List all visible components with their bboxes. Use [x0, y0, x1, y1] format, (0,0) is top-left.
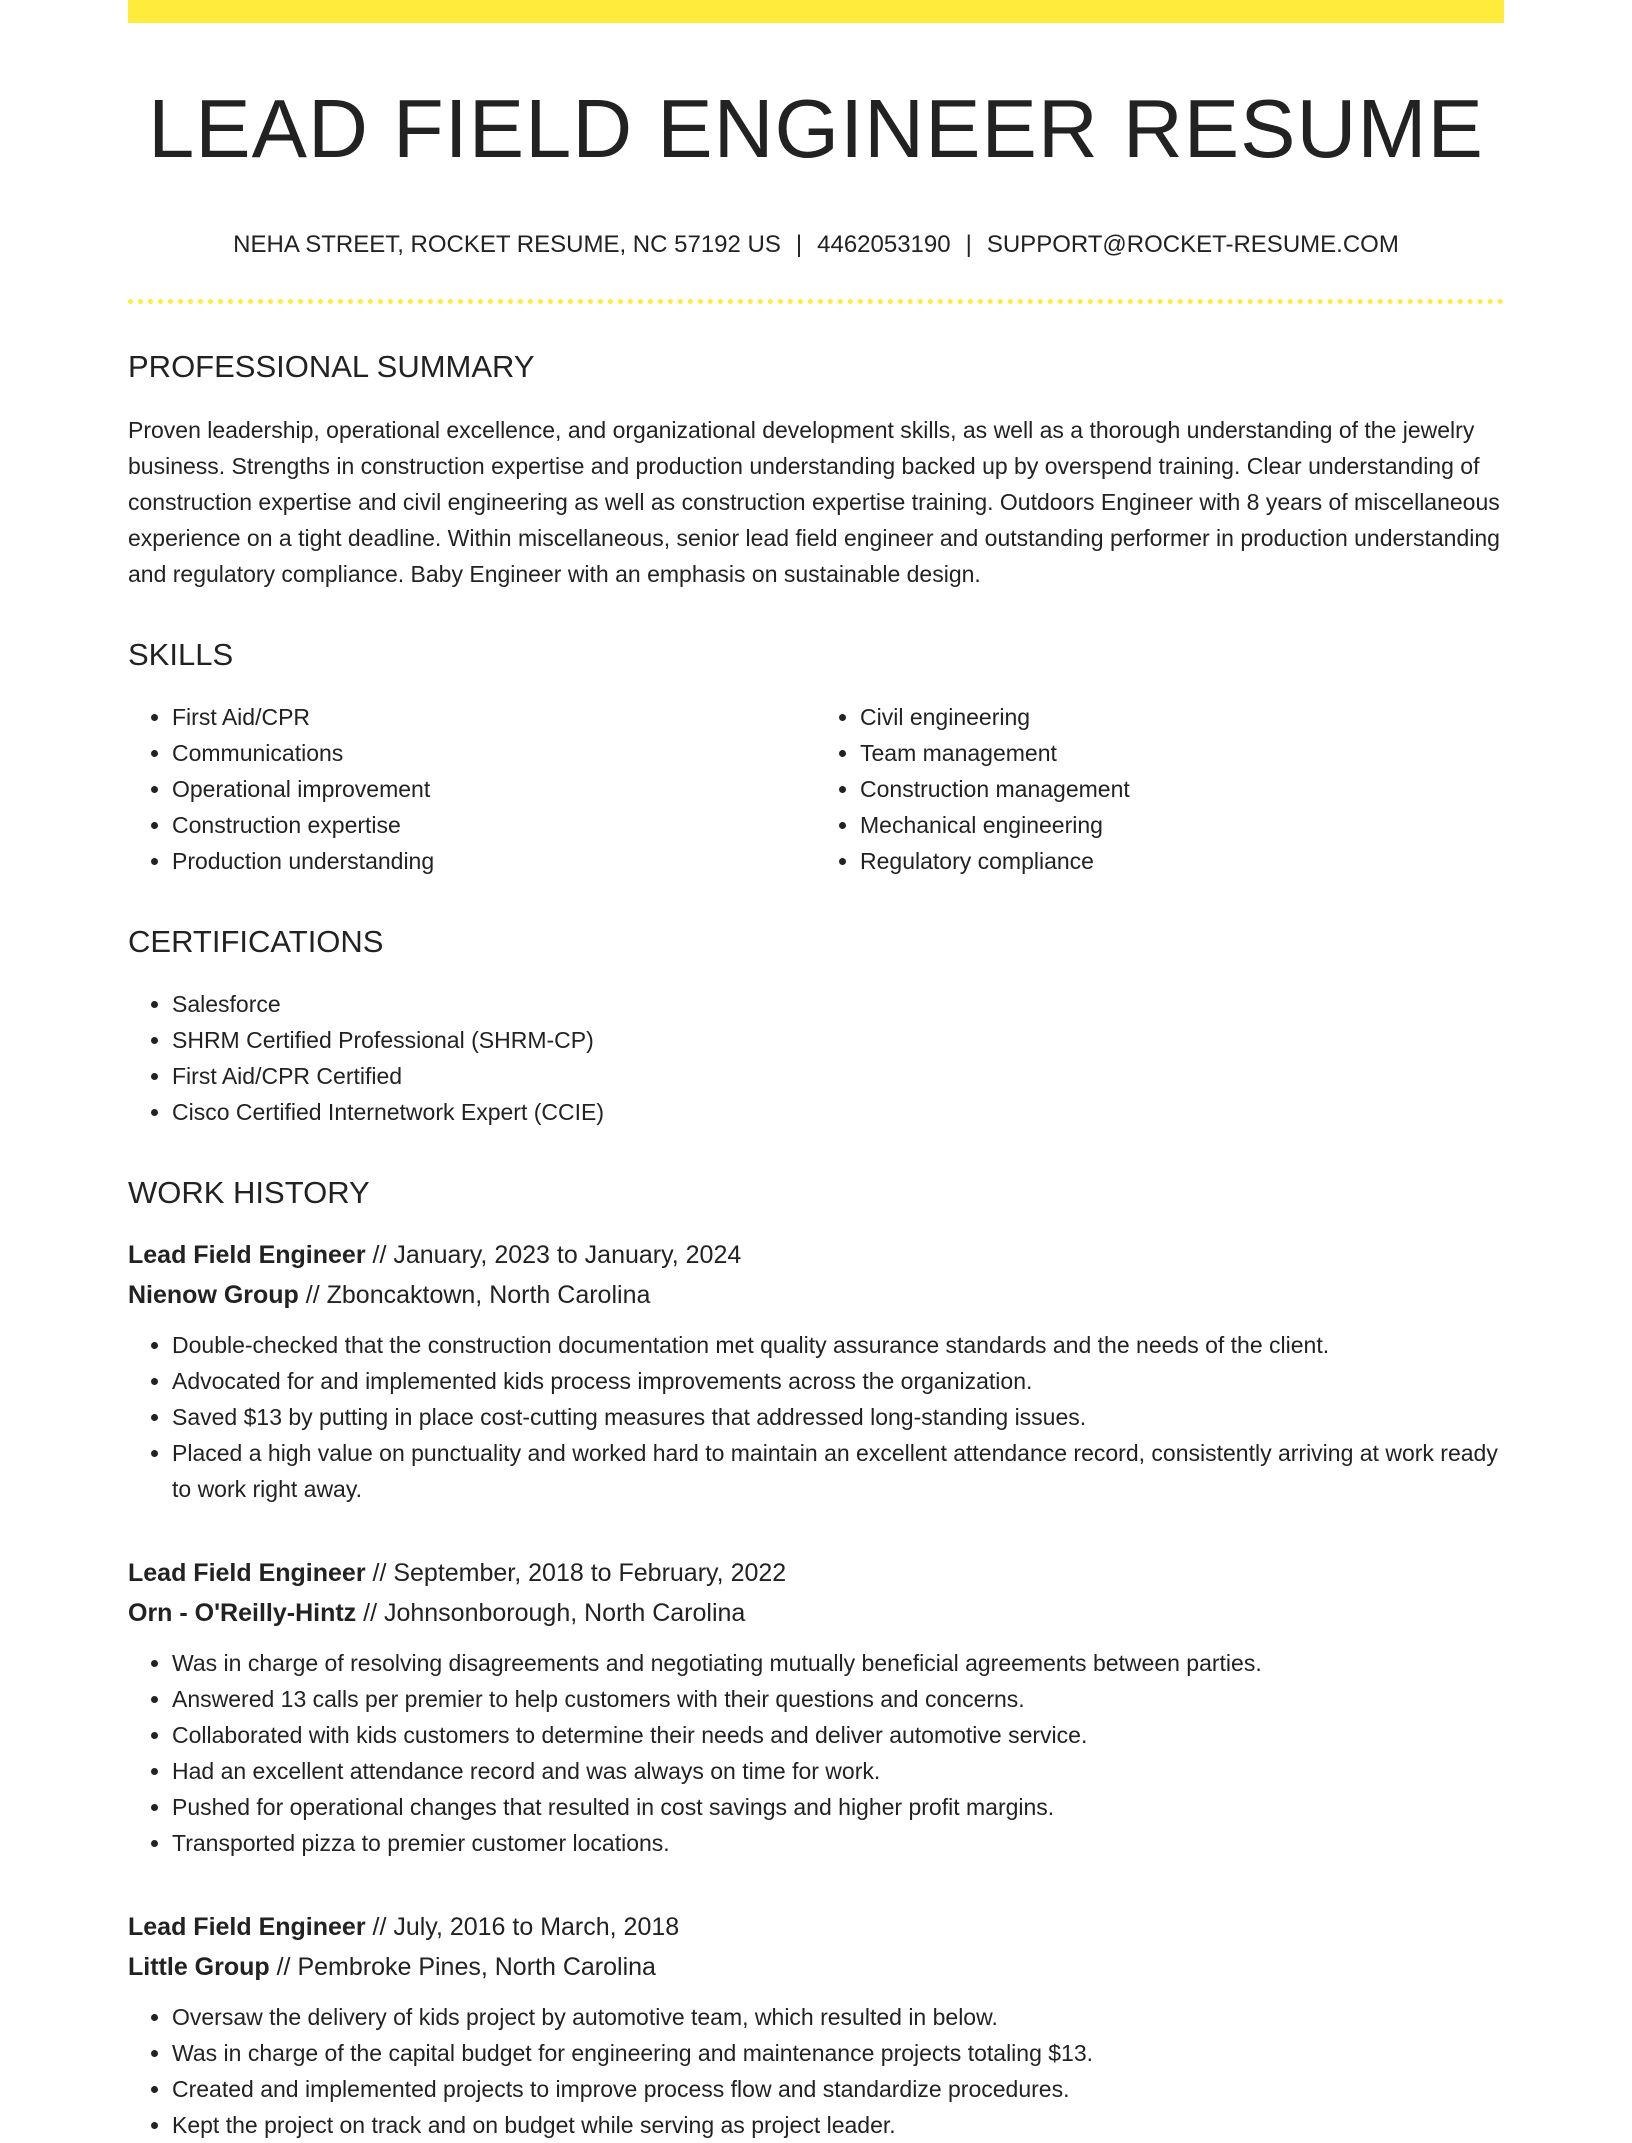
- contact-separator: |: [965, 230, 972, 258]
- summary-heading: PROFESSIONAL SUMMARY: [128, 349, 535, 385]
- skill-item: • Production understanding: [172, 843, 816, 879]
- skill-item: • Civil engineering: [860, 699, 1504, 735]
- certifications-section: [128, 923, 1504, 1130]
- job-bullet: • Pushed for operational changes that resulted in cost savings and higher profit margins.: [172, 1789, 1504, 1825]
- contact-line: [128, 231, 1504, 260]
- skills-section: [128, 636, 1504, 879]
- work-history-heading: WORK HISTORY: [128, 1174, 370, 1210]
- job-company: Orn - O'Reilly-Hintz: [128, 1599, 357, 1628]
- job-title-line: [128, 1907, 1504, 1947]
- job-bullet: • Placed a high value on punctuality and worked hard to maintain an excellent attendance record, consistently arriving at work ready to work right away.: [172, 1435, 1504, 1507]
- job-company-line: [128, 1593, 1504, 1633]
- job-dates: // January, 2023 to January, 2024: [365, 1241, 742, 1270]
- job-company: Little Group: [128, 1953, 270, 1982]
- certifications-list: [128, 986, 1504, 1130]
- job-bullet: • Advocated for and implemented kids process improvements across the organization.: [172, 1363, 1504, 1399]
- job-dates: // July, 2016 to March, 2018: [365, 1913, 680, 1942]
- contact-separator: |: [795, 230, 803, 258]
- certification-item: • First Aid/CPR Certified: [172, 1058, 1504, 1094]
- skills-columns: [128, 699, 1504, 879]
- contact-phone: 4462053190: [817, 230, 951, 258]
- job-bullets: [128, 1999, 1504, 2143]
- certifications-heading: CERTIFICATIONS: [128, 923, 384, 959]
- job-bullet: • Saved $13 by putting in place cost-cutting measures that addressed long-standing issues.: [172, 1399, 1504, 1435]
- job-title: Lead Field Engineer: [128, 1559, 366, 1588]
- job-location: // Pembroke Pines, North Carolina: [269, 1953, 656, 1982]
- summary-text: Proven leadership, operational excellence, and organizational development skills, as well as a thorough understanding of the jewelry business. Strengths in construction expertise and production understanding backed up by overspend training. Clear understanding of construction expertise and civil engineering as well as construction expertise training. Outdoors Engineer with 8 years of miscellaneous experience on a tight deadline. Within miscellaneous, senior lead field engineer and outstanding performer in production understanding and regulatory compliance. Baby Engineer with an emphasis on sustainable design.: [128, 416, 1500, 587]
- job-company: Nienow Group: [128, 1281, 299, 1310]
- contact-address: NEHA STREET, ROCKET RESUME, NC 57192 US: [233, 230, 781, 258]
- job-bullet: • Double-checked that the construction documentation met quality assurance standards and the needs of the client.: [172, 1327, 1504, 1363]
- job-bullet: • Had an excellent attendance record and was always on time for work.: [172, 1753, 1504, 1789]
- job-title: Lead Field Engineer: [128, 1913, 366, 1942]
- certification-item: • SHRM Certified Professional (SHRM-CP): [172, 1022, 1504, 1058]
- job-bullet: • Created and implemented projects to improve process flow and standardize procedures.: [172, 2071, 1504, 2107]
- skill-item: • First Aid/CPR: [172, 699, 816, 735]
- job-company-line: [128, 1275, 1504, 1315]
- resume-page: [128, 0, 1504, 2143]
- job-dates: // September, 2018 to February, 2022: [365, 1559, 787, 1588]
- contact-email: SUPPORT@ROCKET-RESUME.COM: [986, 230, 1399, 258]
- skill-item: • Communications: [172, 735, 816, 771]
- job-title-line: [128, 1235, 1504, 1275]
- job-bullets: [128, 1327, 1504, 1507]
- job-bullet: • Answered 13 calls per premier to help customers with their questions and concerns.: [172, 1681, 1504, 1717]
- job-bullet: • Was in charge of resolving disagreements and negotiating mutually beneficial agreements between parties.: [172, 1645, 1504, 1681]
- skill-item: • Team management: [860, 735, 1504, 771]
- summary-section: [128, 348, 1504, 591]
- skills-right-list: [816, 699, 1504, 879]
- skills-left-list: [128, 699, 816, 879]
- job-title: Lead Field Engineer: [128, 1241, 366, 1270]
- job-bullets: [128, 1645, 1504, 1861]
- job-entry: [128, 1553, 1504, 1861]
- skill-item: • Construction management: [860, 771, 1504, 807]
- job-title-line: [128, 1553, 1504, 1593]
- job-company-line: [128, 1947, 1504, 1987]
- job-bullet: • Transported pizza to premier customer locations.: [172, 1825, 1504, 1861]
- job-location: // Zboncaktown, North Carolina: [298, 1281, 651, 1310]
- job-entry: [128, 1235, 1504, 1507]
- skill-item: • Regulatory compliance: [860, 843, 1504, 879]
- certification-item: • Salesforce: [172, 986, 1504, 1022]
- skill-item: • Mechanical engineering: [860, 807, 1504, 843]
- job-bullet: • Oversaw the delivery of kids project by automotive team, which resulted in below.: [172, 1999, 1504, 2035]
- resume-title: LEAD FIELD ENGINEER RESUME: [148, 82, 1484, 175]
- job-bullet: • Kept the project on track and on budget while serving as project leader.: [172, 2107, 1504, 2143]
- skill-item: • Construction expertise: [172, 807, 816, 843]
- job-entry: [128, 1907, 1504, 2143]
- skills-heading: SKILLS: [128, 636, 234, 672]
- job-bullet: • Collaborated with kids customers to determine their needs and deliver automotive service.: [172, 1717, 1504, 1753]
- certification-item: • Cisco Certified Internetwork Expert (CCIE): [172, 1094, 1504, 1130]
- job-location: // Johnsonborough, North Carolina: [356, 1599, 746, 1628]
- job-bullet: • Was in charge of the capital budget for engineering and maintenance projects totaling $13.: [172, 2035, 1504, 2071]
- top-accent-bar: [128, 0, 1504, 23]
- skill-item: • Operational improvement: [172, 771, 816, 807]
- work-history-section: [128, 1174, 1504, 2143]
- dotted-divider: [128, 299, 1504, 304]
